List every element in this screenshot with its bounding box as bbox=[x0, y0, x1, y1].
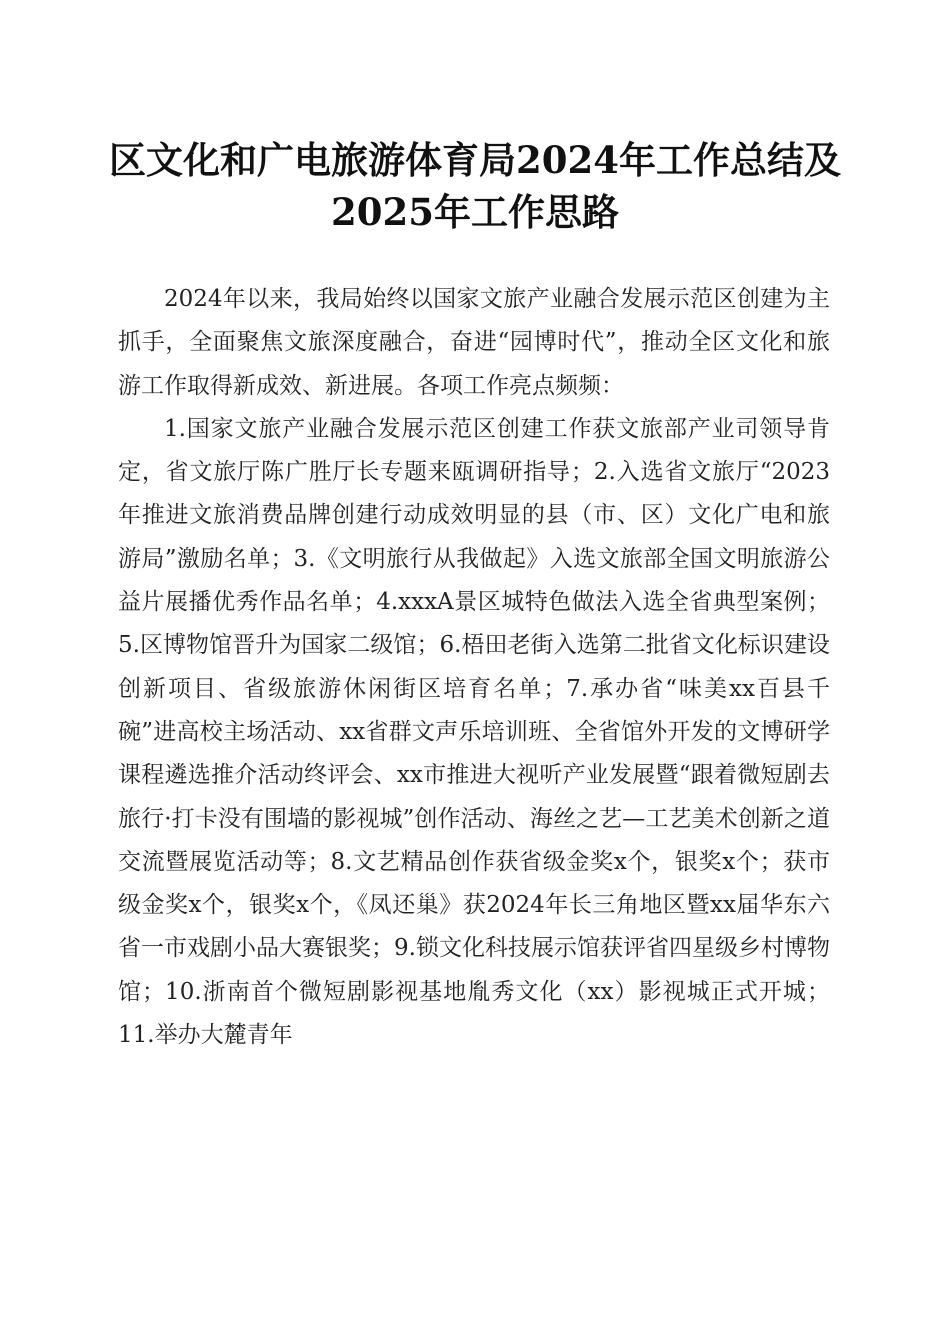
document-title bbox=[60, 134, 890, 238]
title-line-1: 区文化和广电旅游体育局2024年工作总结及 bbox=[109, 138, 841, 182]
intro-paragraph: 2024年以来，我局始终以国家文旅产业融合发展示范区创建为主抓手，全面聚焦文旅深度融合，奋进“园博时代”，推动全区文化和旅游工作取得新成效、新进展。各项工作亮点频频： bbox=[118, 286, 830, 399]
highlights-paragraph: 1.国家文旅产业融合发展示范区创建工作获文旅部产业司领导肯定，省文旅厅陈广胜厅长专题来瓯调研指导；2.入选省文旅厅“2023年推进文旅消费品牌创建行动成效明显的县（市、区）文化广电和旅游局”激励名单；3.《文明旅行从我做起》入选文旅部全国文明旅游公益片展播优秀作品名单；4.xxxA景区城特色做法入选全省典型案例；5.区博物馆晋升为国家二级馆；6.梧田老街入选第二批省文化标识建设创新项目、省级旅游休闲街区培育名单；7.承办省“味美xx百县千碗”进高校主场活动、xx省群文声乐培训班、全省馆外开发的文博研学课程遴选推介活动终评会、xx市推进大视听产业发展暨“跟着微短剧去旅行·打卡没有围墙的影视城”创作活动、海丝之艺—工艺美术创新之道交流暨展览活动等；8.文艺精品创作获省级金奖x个，银奖x个；获市级金奖x个，银奖x个，《凤还巢》获2024年长三角地区暨xx届华东六省一市戏剧小品大赛银奖；9.锁文化科技展示馆获评省四星级乡村博物馆；10.浙南首个微短剧影视基地胤秀文化（xx）影视城正式开城；11.举办大麓青年 bbox=[118, 415, 830, 1049]
document-body bbox=[118, 278, 830, 1057]
title-line-2: 2025年工作思路 bbox=[331, 190, 619, 234]
